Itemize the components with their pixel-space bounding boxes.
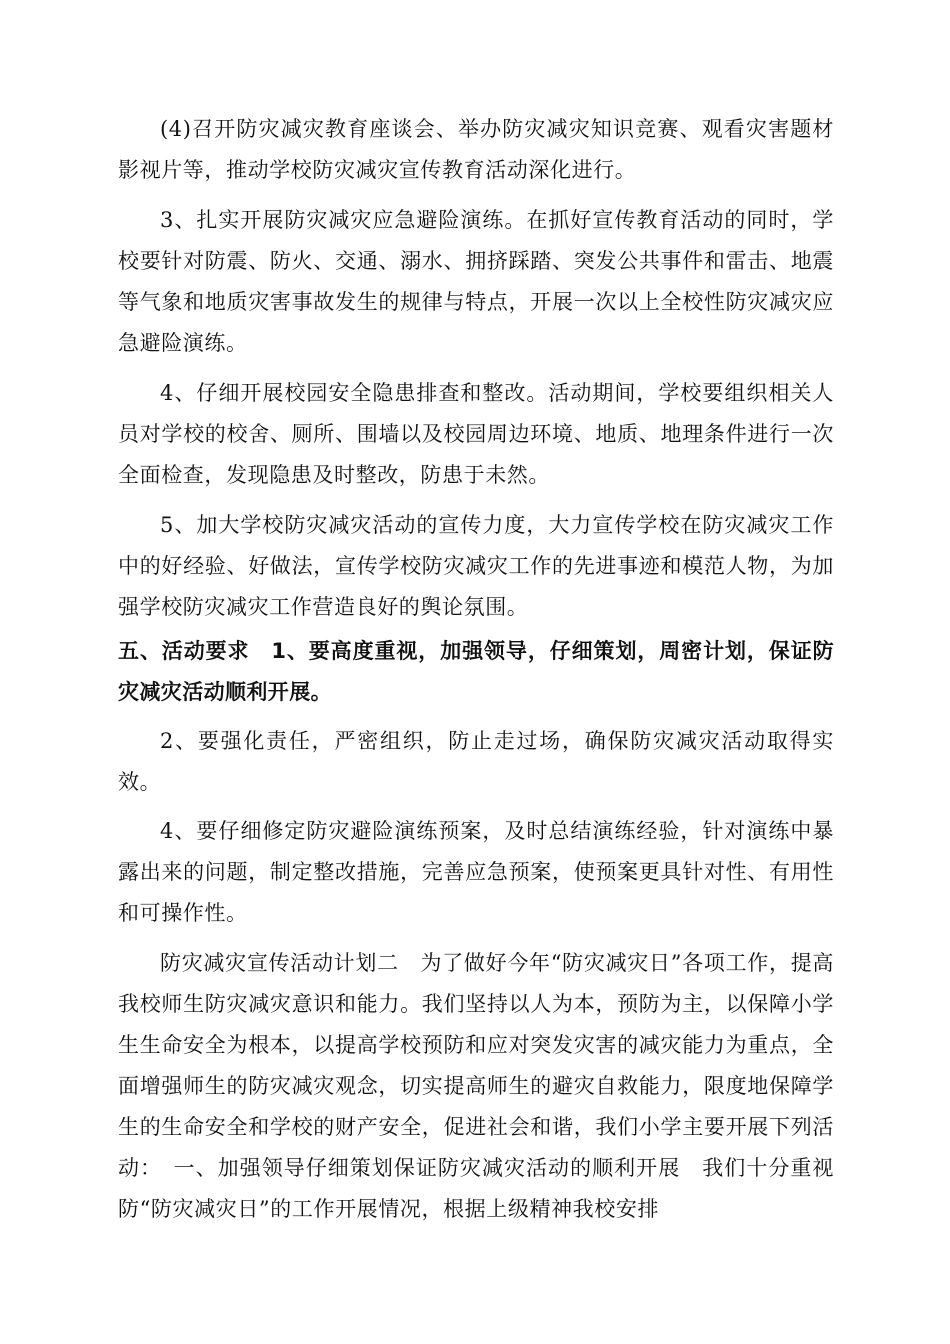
paragraph-drill-plan: 4、要仔细修定防灾避险演练预案，及时总结演练经验，针对演练中暴露出来的问题，制定整改措施，完善应急预案，使预案更具针对性、有用性和可操作性。 (118, 819, 834, 925)
paragraph-plan-two: 防灾减灾宣传活动计划二 为了做好今年“防灾减灾日”各项工作，提高我校师生防灾减灾意识和能力。我们坚持以人为本，预防为主，以保障小学生生命安全为根本，以提高学校预防和应对突发灾害的减灾能力为重点，全面增强师生的防灾减灾观念，切实提高师生的避灾自救能力，限度地保障学生的生命安全和学校的财产安全，促进社会和谐，我们小学主要开展下列活动： 一、加强领导仔细策划保证防灾减灾活动的顺利开展 我们十分重视防“防灾减灾日”的工作开展情况，根据上级精神我校安排 (118, 951, 834, 1221)
paragraph-responsibility: 2、要强化责任，严密组织，防止走过场，确保防灾减灾活动取得实效。 (118, 729, 834, 794)
section-heading-activity-requirements: 五、活动要求 1、要高度重视，加强领导，仔细策划，周密计划，保证防灾减灾活动顺利开展。 (118, 639, 834, 704)
paragraph-publicity: 5、加大学校防灾减灾活动的宣传力度，大力宣传学校在防灾减灾工作中的好经验、好做法，宣传学校防灾减灾工作的先进事迹和模范人物，为加强学校防灾减灾工作营造良好的舆论氛围。 (118, 513, 834, 619)
paragraph-emergency-drill: 3、扎实开展防灾减灾应急避险演练。在抓好宣传教育活动的同时，学校要针对防震、防火、交通、溺水、拥挤踩踏、突发公共事件和雷击、地震等气象和地质灾害事故发生的规律与特点，开展一次以上全校性防灾减灾应急避险演练。 (118, 208, 834, 355)
paragraph-safety-inspection: 4、仔细开展校园安全隐患排查和整改。活动期间，学校要组织相关人员对学校的校舍、厕所、围墙以及校园周边环境、地质、地理条件进行一次全面检查，发现隐患及时整改，防患于未然。 (118, 381, 834, 487)
paragraph-item-4: (4)召开防灾减灾教育座谈会、举办防灾减灾知识竞赛、观看灾害题材影视片等，推动学校防灾减灾宣传教育活动深化进行。 (118, 117, 834, 182)
